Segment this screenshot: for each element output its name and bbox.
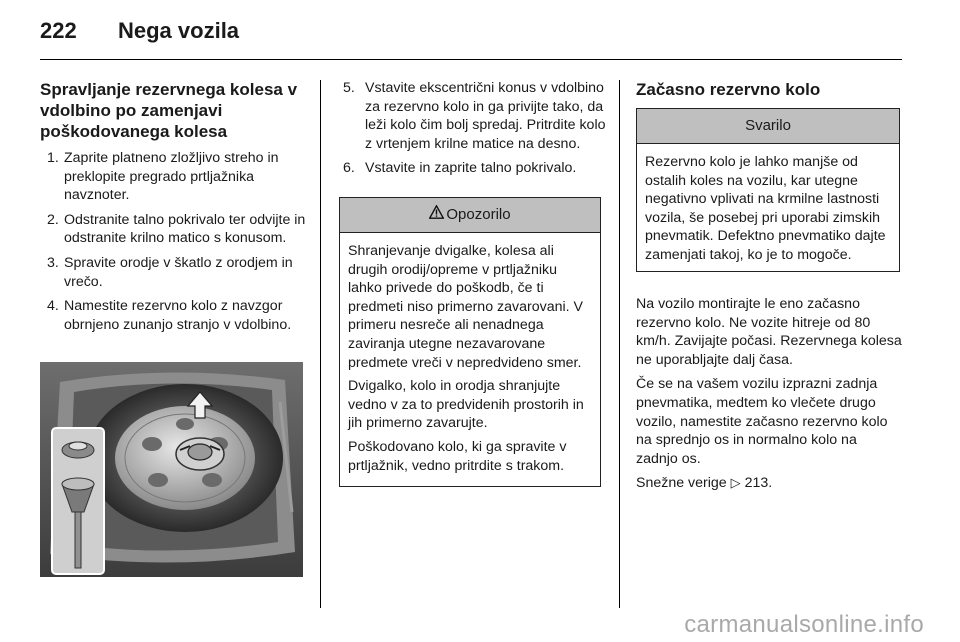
list-item: 1. Zaprite platneno zložljivo streho in preklopite pregrado prtljažnika navznoter. bbox=[47, 150, 279, 204]
right-column bbox=[636, 79, 902, 100]
caution-box-header: Svarilo bbox=[637, 109, 899, 144]
spare-wheel-illustration bbox=[40, 362, 303, 577]
storage-steps-list bbox=[40, 149, 306, 334]
temporary-spare-text bbox=[636, 295, 902, 499]
left-column bbox=[40, 79, 306, 340]
snow-chains-page-link[interactable]: 213. bbox=[744, 475, 773, 492]
watermark: carmanualsonline.info bbox=[684, 611, 924, 638]
page-title: Nega vozila bbox=[118, 18, 240, 43]
list-item: 5. Vstavite ekscentrični konus v vdolbino za rezervno kolo in ga privijte tako, da leži kolo čim bolj spredaj. Pritrdite kolo z vrtenjem krilne matice na desno. bbox=[343, 80, 606, 152]
list-item: 4. Namestite rezervno kolo z navzgor obrnjeno zunanjo stranjo v vdolbino. bbox=[47, 298, 292, 333]
caution-box-body bbox=[637, 144, 899, 271]
list-item: 6. Vstavite in zaprite talno pokrivalo. bbox=[343, 160, 577, 177]
warning-box-header bbox=[340, 198, 600, 233]
caution-box bbox=[636, 108, 900, 272]
warning-paragraph: Poškodovano kolo, ki ga spravite v prtljažnik, vedno pritrdite s trakom. bbox=[348, 438, 567, 474]
caution-text: Rezervno kolo je lahko manjše od ostalih koles na vozilu, kar utegne negativno vplivati na krmilne lastnosti vozila, še posebej pri uporabi zimskih pnevmatik. Defektno pnevmatiko dajte zamenjati takoj, ko je to mogoče. bbox=[645, 154, 886, 263]
section-heading-spare-wheel-storage: Spravljanje rezervnega kolesa v vdolbino po zamenjavi poškodovanega kolesa bbox=[40, 80, 298, 141]
page-number: 222 bbox=[40, 18, 77, 43]
paragraph: Na vozilo montirajte le eno začasno rezervno kolo. Ne vozite hitreje od 80 km/h. Zavijajte počasi. Rezervnega kolesa ne uporabljajte dalj časa. bbox=[636, 296, 902, 368]
warning-triangle-icon bbox=[429, 198, 444, 232]
header-rule bbox=[40, 59, 902, 60]
warning-paragraph: Shranjevanje dvigalke, kolesa ali drugih orodij/opreme v prtljažniku lahko privede do poškodb, če ti predmeti niso primerno zavarovani. V primeru nesreče ali nenadnega zaviranja utegne nezavarovane predmete vreči v nepredvideno smer. bbox=[348, 243, 583, 371]
column-divider-right bbox=[619, 80, 620, 608]
snow-chains-reference: Snežne verige ▷ 213. bbox=[636, 475, 773, 492]
section-heading-temporary-spare: Začasno rezervno kolo bbox=[636, 80, 821, 99]
warning-paragraph: Dvigalko, kolo in orodja shranjujte vedno v za to predvidenih prostorih in jih primerno zavarujte. bbox=[348, 378, 584, 432]
storage-steps-list-continued bbox=[339, 79, 607, 178]
paragraph: Če se na vašem vozilu izprazni zadnja pnevmatika, medtem ko vlečete drugo vozilo, namestite začasno rezervno kolo na sprednjo os in normalno kolo na zadnjo os. bbox=[636, 376, 888, 467]
warning-title: Opozorilo bbox=[446, 206, 511, 223]
warning-box bbox=[339, 197, 601, 487]
list-item: 3. Spravite orodje v škatlo z orodjem in vrečo. bbox=[47, 254, 293, 290]
page-reference-arrow-icon: ▷ bbox=[730, 475, 741, 491]
column-divider-left bbox=[320, 80, 321, 608]
warning-box-body bbox=[340, 233, 600, 486]
list-item: 2. Odstranite talno pokrivalo ter odvijte in odstranite krilno matico s konusom. bbox=[47, 211, 306, 247]
middle-column bbox=[339, 79, 607, 184]
